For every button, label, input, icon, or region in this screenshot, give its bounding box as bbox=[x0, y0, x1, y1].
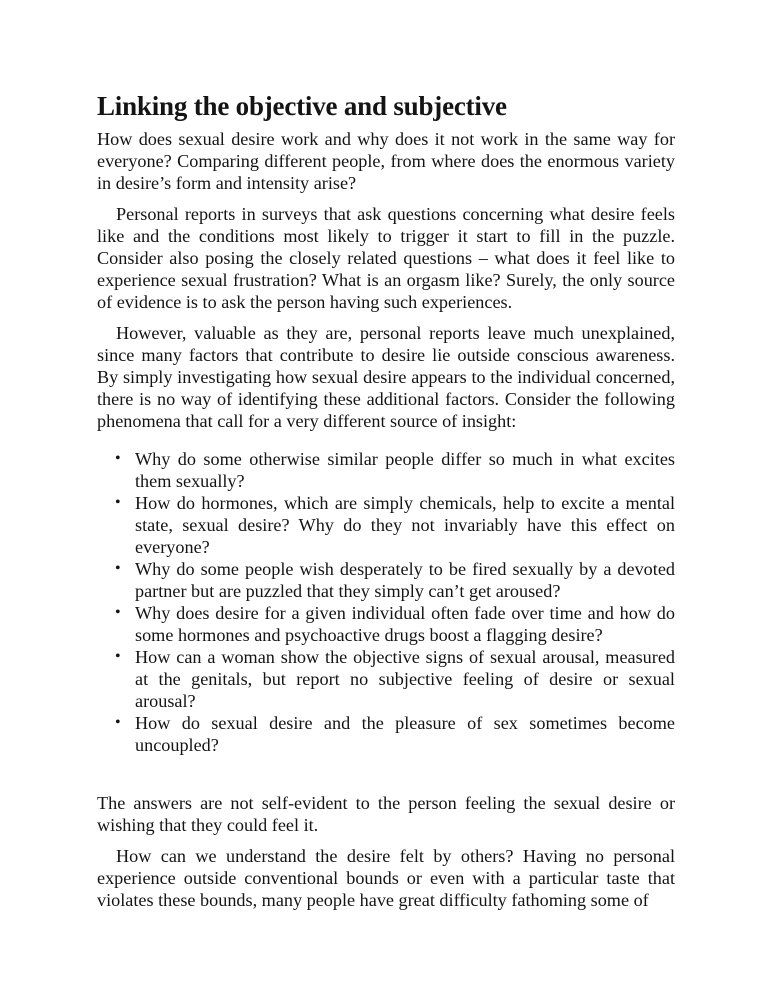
bullet-icon: • bbox=[115, 604, 121, 621]
paragraph-personal-reports: Personal reports in surveys that ask questions concerning what desire feels like and the conditions most likely to trigger it start to fill in the puzzle. Consider also posing the closely related questions – what does it feel like to experience sexual frustration? What is an orgasm like? Surely, the only source of evidence is to ask the person having such experiences. bbox=[97, 204, 675, 312]
list-item-text: How do sexual desire and the pleasure of sex sometimes become uncoupled? bbox=[135, 713, 675, 755]
list-item bbox=[115, 602, 675, 646]
list-item-text: Why do some people wish desperately to be fired sexually by a devoted partner but are puzzled that they simply can’t get aroused? bbox=[135, 559, 675, 601]
list-item-text: Why do some otherwise similar people differ so much in what excites them sexually? bbox=[135, 449, 675, 491]
bullet-icon: • bbox=[115, 494, 121, 511]
paragraph-understand-desire: How can we understand the desire felt by others? Having no personal experience outside conventional bounds or even with a particular taste that violates these bounds, many people have great difficulty fathoming some of bbox=[97, 846, 675, 910]
list-item-text: How can a woman show the objective signs of sexual arousal, measured at the genitals, but report no subjective feeling of desire or sexual arousal? bbox=[135, 647, 675, 711]
phenomena-list bbox=[97, 448, 675, 756]
paragraph-intro: How does sexual desire work and why does it not work in the same way for everyone? Comparing different people, from where does the enormous variety in desire’s form and intensity arise? bbox=[97, 129, 675, 193]
bullet-icon: • bbox=[115, 450, 121, 467]
paragraph-however: However, valuable as they are, personal reports leave much unexplained, since many factors that contribute to desire lie outside conscious awareness. By simply investigating how sexual desire appears to the individual concerned, there is no way of identifying these additional factors. Consider the following phenomena that call for a very different source of insight: bbox=[97, 323, 675, 431]
list-item-text: How do hormones, which are simply chemicals, help to excite a mental state, sexual desire? Why do they not invariably have this effect on everyone? bbox=[135, 493, 675, 557]
paragraph-answers: The answers are not self-evident to the person feeling the sexual desire or wishing that they could feel it. bbox=[97, 793, 675, 835]
list-item bbox=[115, 558, 675, 602]
bullet-icon: • bbox=[115, 714, 121, 731]
list-item bbox=[115, 448, 675, 492]
bullet-icon: • bbox=[115, 648, 121, 665]
document-page bbox=[97, 90, 675, 911]
list-item bbox=[115, 712, 675, 756]
list-item bbox=[115, 492, 675, 558]
bullet-icon: • bbox=[115, 560, 121, 577]
list-item bbox=[115, 646, 675, 712]
list-item-text: Why does desire for a given individual often fade over time and how do some hormones and psychoactive drugs boost a flagging desire? bbox=[135, 603, 675, 645]
section-heading: Linking the objective and subjective bbox=[97, 91, 507, 121]
